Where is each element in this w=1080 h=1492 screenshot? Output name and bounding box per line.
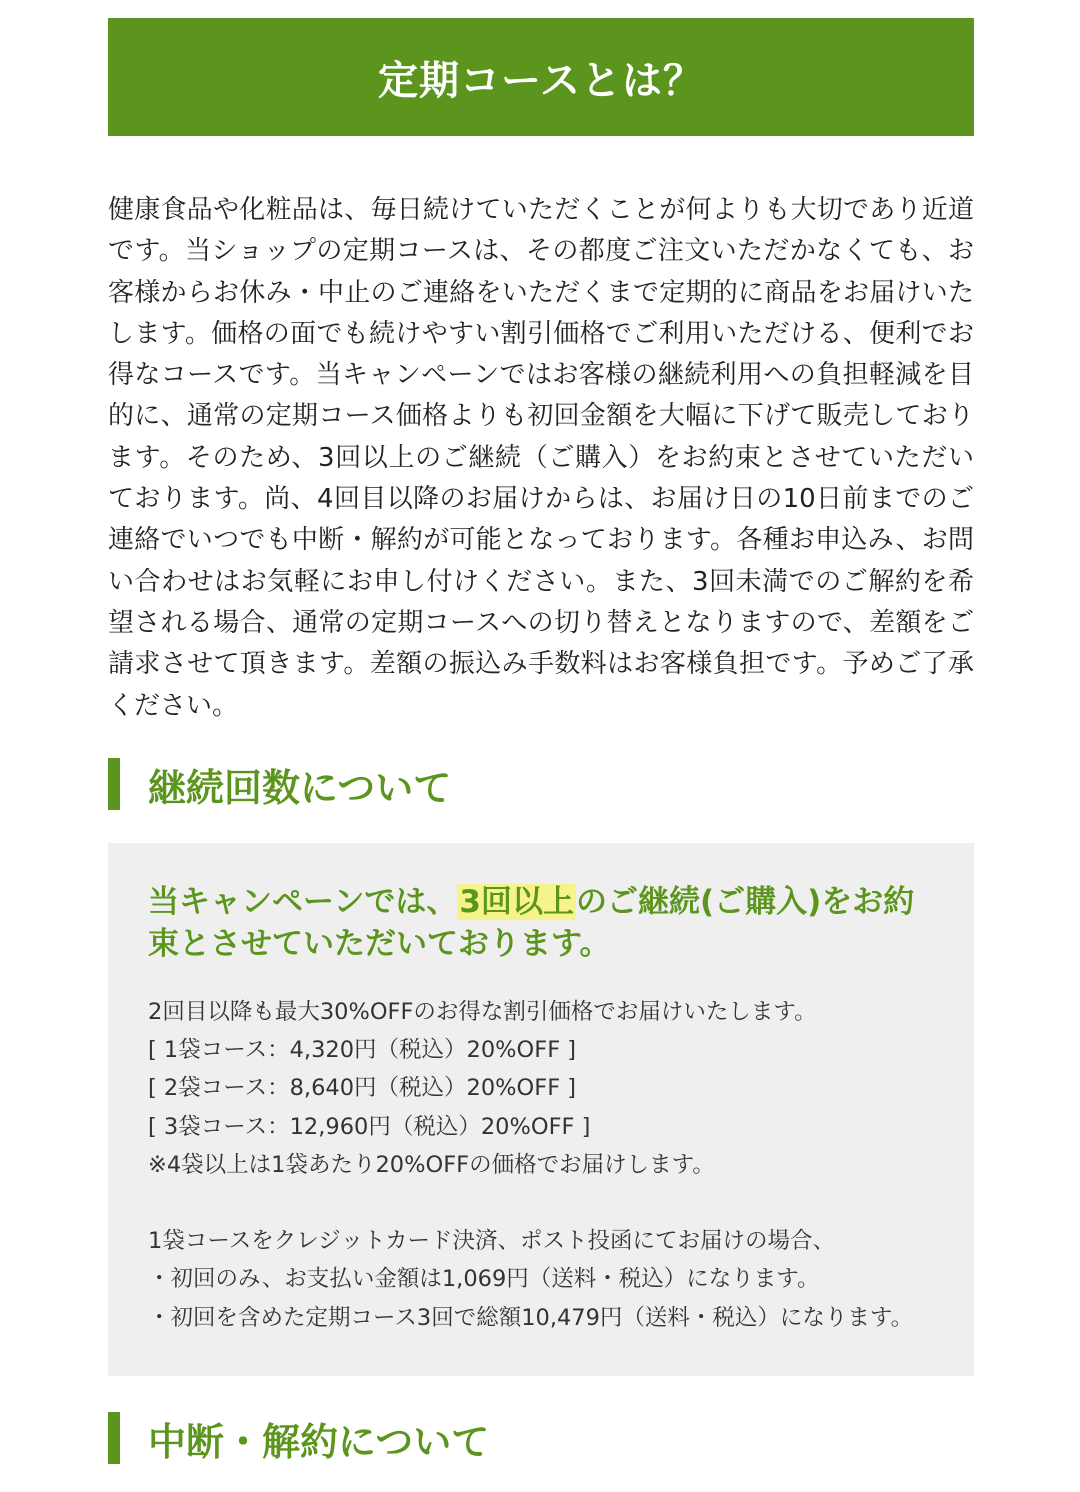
box-spacer <box>148 1184 938 1222</box>
box-line-total-price: ・初回を含めた定期コース3回で総額10,479円（送料・税込）になります。 <box>148 1304 914 1331</box>
continue-info-box <box>108 843 974 1376</box>
box-heading <box>148 881 938 965</box>
box-line-course-2: [ 2袋コース：8,640円（税込）20%OFF ] <box>148 1075 577 1102</box>
continue-count-title: 継続回数について <box>148 765 452 810</box>
section-banner <box>108 18 974 136</box>
cancel-title: 中断・解約について <box>148 1419 490 1464</box>
intro-paragraph: 健康食品や化粧品は、毎日続けていただくことが何よりも大切であり近道です。当ショップの定期コースは、その都度ご注文いただかなくても、お客様からお休み・中止のご連絡をいただくまで定期的に商品をお届けいたします。価格の面でも続けやすい割引価格でご利用いただける、便利でお得なコースです。当キャンペーンではお客様の継続利用への負担軽減を目的に、通常の定期コース価格よりも初回金額を大幅に下げて販売しております。そのため、3回以上のご継続（ご購入）をお約束とさせていただいております。尚、4回目以降のお届けからは、お届け日の10日前までのご連絡でいつでも中断・解約が可能となっております。各種お申込み、お問い合わせはお気軽にお申し付けください。また、3回未満でのご解約を希望される場合、通常の定期コースへの切り替えとなりますので、差額をご請求させて頂きます。差額の振込み手数料はお客様負担です。予めご了承ください。 <box>108 195 974 721</box>
box-heading-after: のご継続(ご購入)をお約束とさせていただいております。 <box>148 884 915 962</box>
heading-accent-bar <box>108 1412 120 1464</box>
box-line-note: ※4袋以上は1袋あたり20%OFFの価格でお届けします。 <box>148 1151 715 1178</box>
box-lines <box>148 993 938 1337</box>
cancel-heading <box>108 1412 974 1464</box>
box-line-course-1: [ 1袋コース：4,320円（税込）20%OFF ] <box>148 1037 577 1064</box>
continue-count-heading <box>108 758 974 810</box>
box-heading-highlight: 3回以上 <box>459 884 574 920</box>
box-line-payment: 1袋コースをクレジットカード決済、ポスト投函にてお届けの場合、 <box>148 1228 835 1255</box>
box-line-discount: 2回目以降も最大30%OFFのお得な割引価格でお届けいたします。 <box>148 999 817 1025</box>
banner-title: 定期コースとは？ <box>378 57 704 104</box>
box-heading-before: 当キャンペーンでは、 <box>148 884 458 920</box>
box-line-course-3: [ 3袋コース：12,960円（税込）20%OFF ] <box>148 1113 591 1140</box>
box-line-first-price: ・初回のみ、お支払い金額は1,069円（送料・税込）になります。 <box>148 1266 820 1293</box>
heading-accent-bar <box>108 758 120 810</box>
